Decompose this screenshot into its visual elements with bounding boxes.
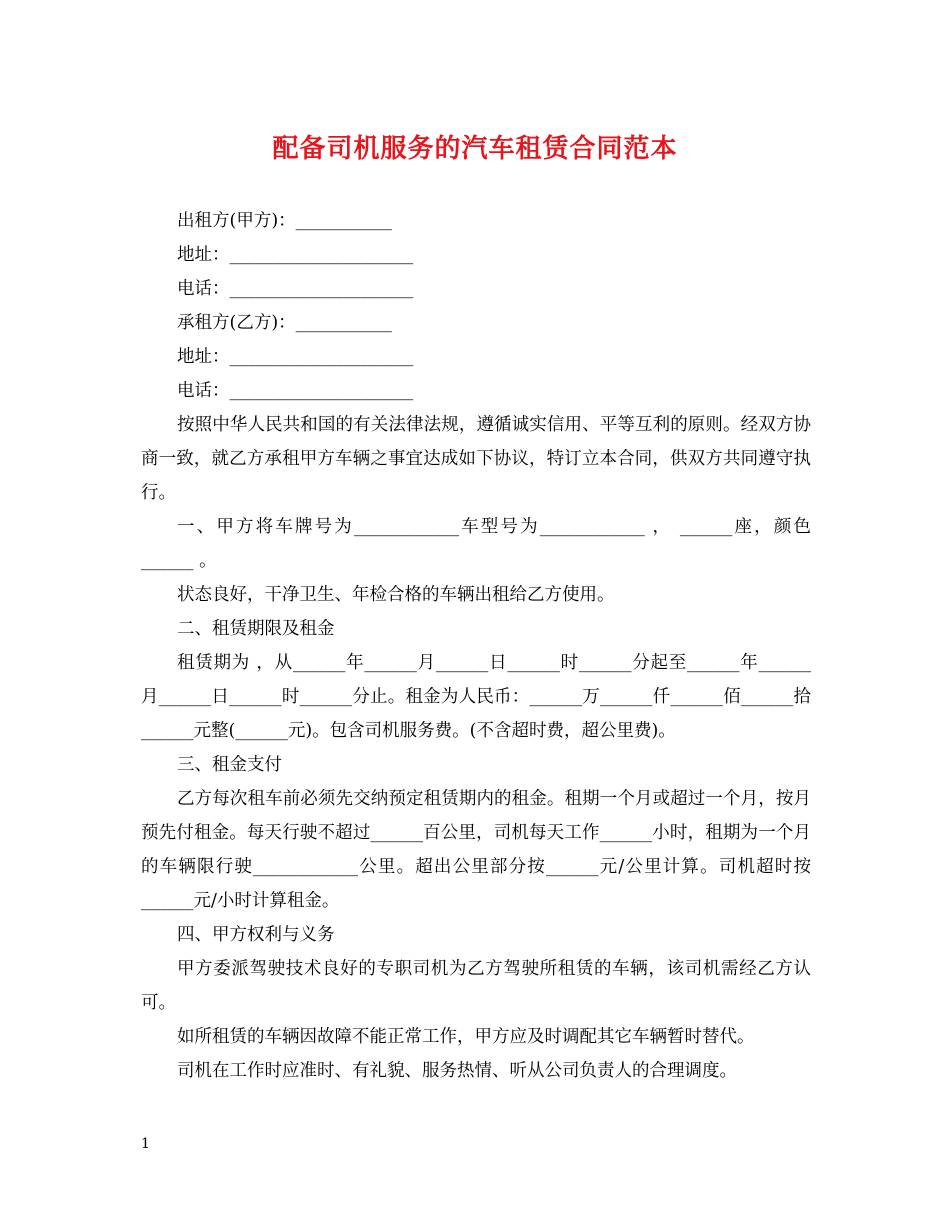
clause-1-condition: 状态良好，干净卫生、年检合格的车辆出租给乙方使用。: [177, 585, 615, 605]
lessee-phone-line: 电话：_____________________: [177, 381, 414, 401]
lessor-address-line: 地址：_____________________: [177, 245, 414, 265]
lessor-rights-paragraph-3: 司机在工作时应准时、有礼貌、服务热情、听从公司负责人的合理调度。: [177, 1061, 737, 1081]
lessee-line: 承租方(乙方)：___________: [177, 313, 392, 333]
section-heading-lease-term: 二、租赁期限及租金: [177, 619, 335, 639]
preamble-paragraph: 按照中华人民共和国的有关法律法规，遵循诚实信用、平等互利的原则。经双方协商一致，就乙方承租甲方车辆之事宜达成如下协议，特订立本合同，供双方共同遵守执行。: [141, 415, 811, 503]
lease-term-paragraph: 租赁期为 ，从______年______月______日______时______分起至______年______月______日______时______分止。租金为人民币：______万______仟______佰______拾______元整(______元)。包含司机服务费。(不含超时费，超公里费)。: [141, 653, 811, 741]
lessor-line: 出租方(甲方)：___________: [177, 211, 392, 231]
lessor-rights-paragraph-1: 甲方委派驾驶技术良好的专职司机为乙方驾驶所租赁的车辆，该司机需经乙方认可。: [141, 959, 811, 1013]
lessee-address-line: 地址：_____________________: [177, 347, 414, 367]
page-number: 1: [141, 1136, 150, 1152]
clause-1-vehicle: 一、甲方将车牌号为____________车型号为____________ ， ______座，颜色______ 。: [141, 517, 811, 571]
payment-paragraph: 乙方每次租车前必须先交纳预定租赁期内的租金。租期一个月或超过一个月，按月预先付租金。每天行驶不超过______百公里，司机每天工作______小时，租期为一个月的车辆限行驶____________公里。超出公里部分按______元/公里计算。司机超时按______元/小时计算租金。: [141, 789, 811, 911]
lessor-phone-line: 电话：_____________________: [177, 279, 414, 299]
section-heading-payment: 三、租金支付: [177, 755, 282, 775]
section-heading-lessor-rights: 四、甲方权利与义务: [177, 925, 335, 945]
lessor-rights-paragraph-2: 如所租赁的车辆因故障不能正常工作，甲方应及时调配其它车辆暂时替代。: [177, 1027, 755, 1047]
document-title: 配备司机服务的汽车租赁合同范本: [272, 134, 678, 164]
document-body: [141, 204, 811, 1088]
